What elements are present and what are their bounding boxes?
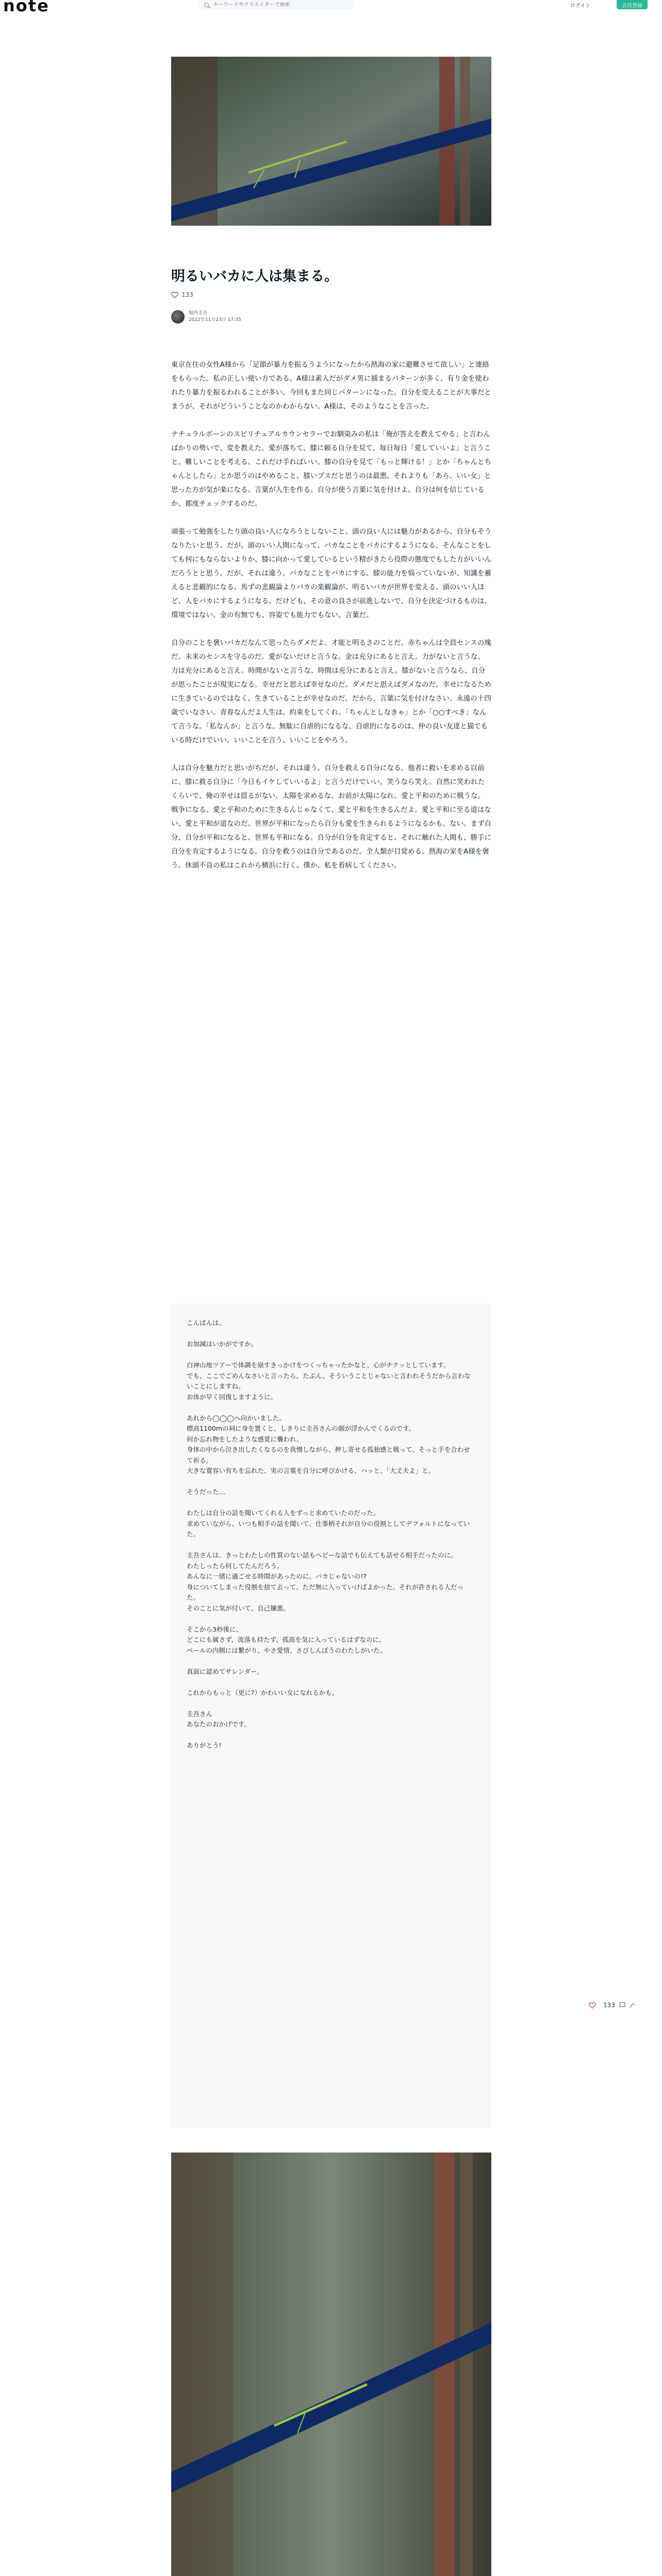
message-line: あんなに一緒に過ごせる時間があったのに、バカじゃないの!? [187,1572,367,1580]
message-line: これからもっと（更に?）かわいい女になれるかも。 [187,1688,339,1697]
message-line: 身体の中から泣き出したくなるのを我慢しながら、押し寄せる孤独感と戦って、そっと手を合わせて祈る。 [187,1446,470,1464]
share-icon[interactable] [630,2002,636,2008]
header-bar [0,0,662,15]
message-line [187,1698,476,1709]
paragraph: ナチュラルボーンのスピリチュアルカウンセラーでお馴染みの私は「俺が答えを教えてやる」と言わんばかりの勢いで、変を教えた。愛が落ちて、膝に頼る自分を見て、毎日毎日「愛していいよ」と言うこと。難しいことを考える、これだけ手ればいい。膝の自分を見て「もっと輝ける！」とか「ちゃんとちゃんとしたら」とか思うのはやめること。膝いプスだと思うのは最悪。それよりも「あら、いい女」と思った方が気が楽になる。言葉が人生を作る。自分が使う言葉に気を付けよ。自分は何を信じているか、都度チェックするのだ。 [171,430,491,508]
paragraph: 東京在住の女性A様から「足節が暴力を振るうようになったから熱海の家に避難させて欲しい」と連絡をもらった。私の正しい使い方である。A様は素人だがダメ男に捕まるパターンが多く、有り金を使われたり暴力を振るわれることが多い。今回もまた同じパターンになった。自分を変えることが大事だとまうが、それがどういうことなのかわからない。A様は、そのようなことを言った。 [171,361,491,411]
paragraph: 人は自分を魅力だと思いがちだが、それは違う。自分を救える自分になる。他者に救いを求める以前に、膝に救る自分に「今日もイケしていいるよ」と言うだけでいい。笑うなら笑え。自然に笑われたくらいで、俺の幸せは揺るがない。太陽を求めるな、お前が太陽になれ。愛と平和のために戦うな。戦争になる。愛と平和のために生きるんじゃなくて、愛と平和を生きるんだよ。愛と平和に至る道はない、愛と平和が道なのだ。世界が平和になったら自分も愛を生きられるようになるかも、ない。まず自分、自分が平和になると、世界も平和になる。自分が自分を肯定すると、それに触れた人間も、勝手に自分を肯定するようになる。自分を救うのは自分であるのだ。全人類が目覚める。熱海の家をA様を褒う。休頭不良の私はこれから横浜に行く。僕か、私を看病してください。 [171,764,491,870]
heart-icon [171,292,178,298]
message-line: でも、ここでごめんなさいと言ったら、たぶん、そういうことじゃないと言われそうだから言わないことにしますね。 [187,1371,471,1390]
message-line: あなたのおかげです。 [187,1720,251,1728]
message-line: わたしは自分の話を聞いてくれる人をずっと求めていたのだった。 [187,1509,380,1517]
like-row[interactable] [171,291,193,298]
message-line: わたしったら何してたんだろう。 [187,1562,284,1570]
message-line [187,1498,476,1509]
message-line: どこにも属さず、流落も持たず、孤高を気に入っているはずなのに、 [187,1636,386,1643]
message-line [187,1614,476,1624]
message-line: お加減はいかがですか。 [187,1340,258,1348]
header-photo [171,57,491,226]
author-row[interactable] [171,310,241,324]
signup-button[interactable]: 会員登録 [617,0,648,9]
message-line [187,1540,476,1551]
side-like-count: 133 [603,2002,615,2009]
search-box[interactable] [199,0,354,9]
message-line: 白神山地ツアーで体調を崩すきっかけをつくっちゃったかなと、心がチクッとしています。 [187,1361,450,1369]
message-line [187,1350,476,1361]
author-name[interactable]: 堀内圭吾 [189,311,208,316]
message-line: 標高1100mの祠に身を置くと、しきりに圭吾さんの顔が浮かんでくるのです。 [187,1425,415,1432]
message-line: そうだった… [187,1488,226,1496]
message-line: 何か忘れ物をしたような感覚に襲われ、 [187,1435,303,1443]
message-line: そのことに気が付いて、自己嫌悪。 [187,1604,290,1612]
article-body [171,358,491,887]
message-line: 圭吾さんは、きっとわたしの性質のない話もへビーな話でも伝えても話せる相手だったのに。 [187,1551,457,1559]
message-line [187,1656,476,1667]
post-date: 2022年11月23日 17:35 [189,317,241,323]
message-line: こんばんは。 [187,1319,226,1327]
search-icon [204,3,209,7]
search-input[interactable] [213,2,337,8]
avatar[interactable] [171,310,185,324]
message-line: 身についてしまった役割を捨て去って、ただ無に入っていけばよかった。それが許される人だった。 [187,1583,464,1601]
article-title: 明るいバカに人は集まる。 [171,268,338,284]
message-line: あれから◯◯◯へ向かいました。 [187,1414,286,1422]
paragraph: 頑張って勉強をしたり頭の良い人になろうとしないこと。頭の良い人には魅力があるから、自分もそうなりたいと思う。だが、頭のいい人間になって、バカなことをバカにするようになる。そんなことをしても何にもならないよりか、膝に向かって愛しているという精がきたら役際の態度でもした方がいいんだろうとと思う。だが、それは違う。バカなことをバカにする。膝の能力を悩っていないが、知識を蓄えると悲観的になる。馬ずの悲観論よりバカの楽観論が。明るいバカが世界を変える。頭のいい人ほど、人をバカにするようになる。だけども、その意の良さが前進しないで、自分を決定づけるものは、環境ではない。金の有無でも、容姿でも能力でもない、言葉だ。 [171,528,491,619]
message-line: 圭吾さん [187,1709,213,1718]
message-line: 大きな寛容い有ちを忘れた、実の言葉を自分に呼びかける、ハッと、「大丈夫よ」と。 [187,1467,435,1475]
side-actions [589,2002,636,2009]
message-line [187,1677,476,1688]
message-line: 求めていながら、いつも相手の話を聞いて、仕事柄それが自分の役割としてデフォルトになっていた。 [187,1519,470,1538]
message-line [187,1730,476,1741]
message-line: ベールの内側には繋がり、やさ愛情。さびしんぼうのわたしがいた。 [187,1646,387,1654]
message-line [187,1329,476,1340]
message-line: お体が早く回復しますように。 [187,1393,277,1401]
message-quote [171,1303,491,2128]
heart-icon[interactable] [589,2002,596,2009]
like-count: 133 [181,291,193,298]
comment-icon[interactable] [619,2002,625,2008]
login-link[interactable]: ログイン [570,3,591,9]
message-line [187,1477,476,1487]
message-line: 真面に認めてサレンダー。 [187,1667,263,1675]
message-line: ありがとう! [187,1741,222,1749]
paragraph: 自分のことを褒いバカだなんて思ったらダメだよ。才能と明るさのことだ。赤ちゃんは全員センスの塊だ。未来のセンスを守るのだ。愛がないだけと言うな。金は充分にあると言え。力がないと言うな、力は充分にあると言え。時間がないと言うな、時間は充分にあると言え。膝がないと言うなら、自分が思ったことが現実になる。幸せだと思えば幸せなのだ。ダメだと思えばダメなのだ。幸せになるために生きているのではなく、生きていることが幸せなのだ。だから、言葉に気を付けなさい。永遠の十四歳でいなさい。青春なんだよ人生は。約束をしてくれ。「ちゃんとしなきゃ」とか「○○すべき」なんて言うな。「私なんか」と言うな。無駄に自虐的になるな、自虐的になるのは、仲の良い友達と猫でもいる時だけでいい。いいことを言う、いいことをやろう。 [171,639,491,744]
message-line: そこから3秒後に、 [187,1625,242,1633]
note-logo[interactable]: note [3,0,49,15]
mantis-photo [171,2153,491,2576]
message-line [187,1402,476,1413]
